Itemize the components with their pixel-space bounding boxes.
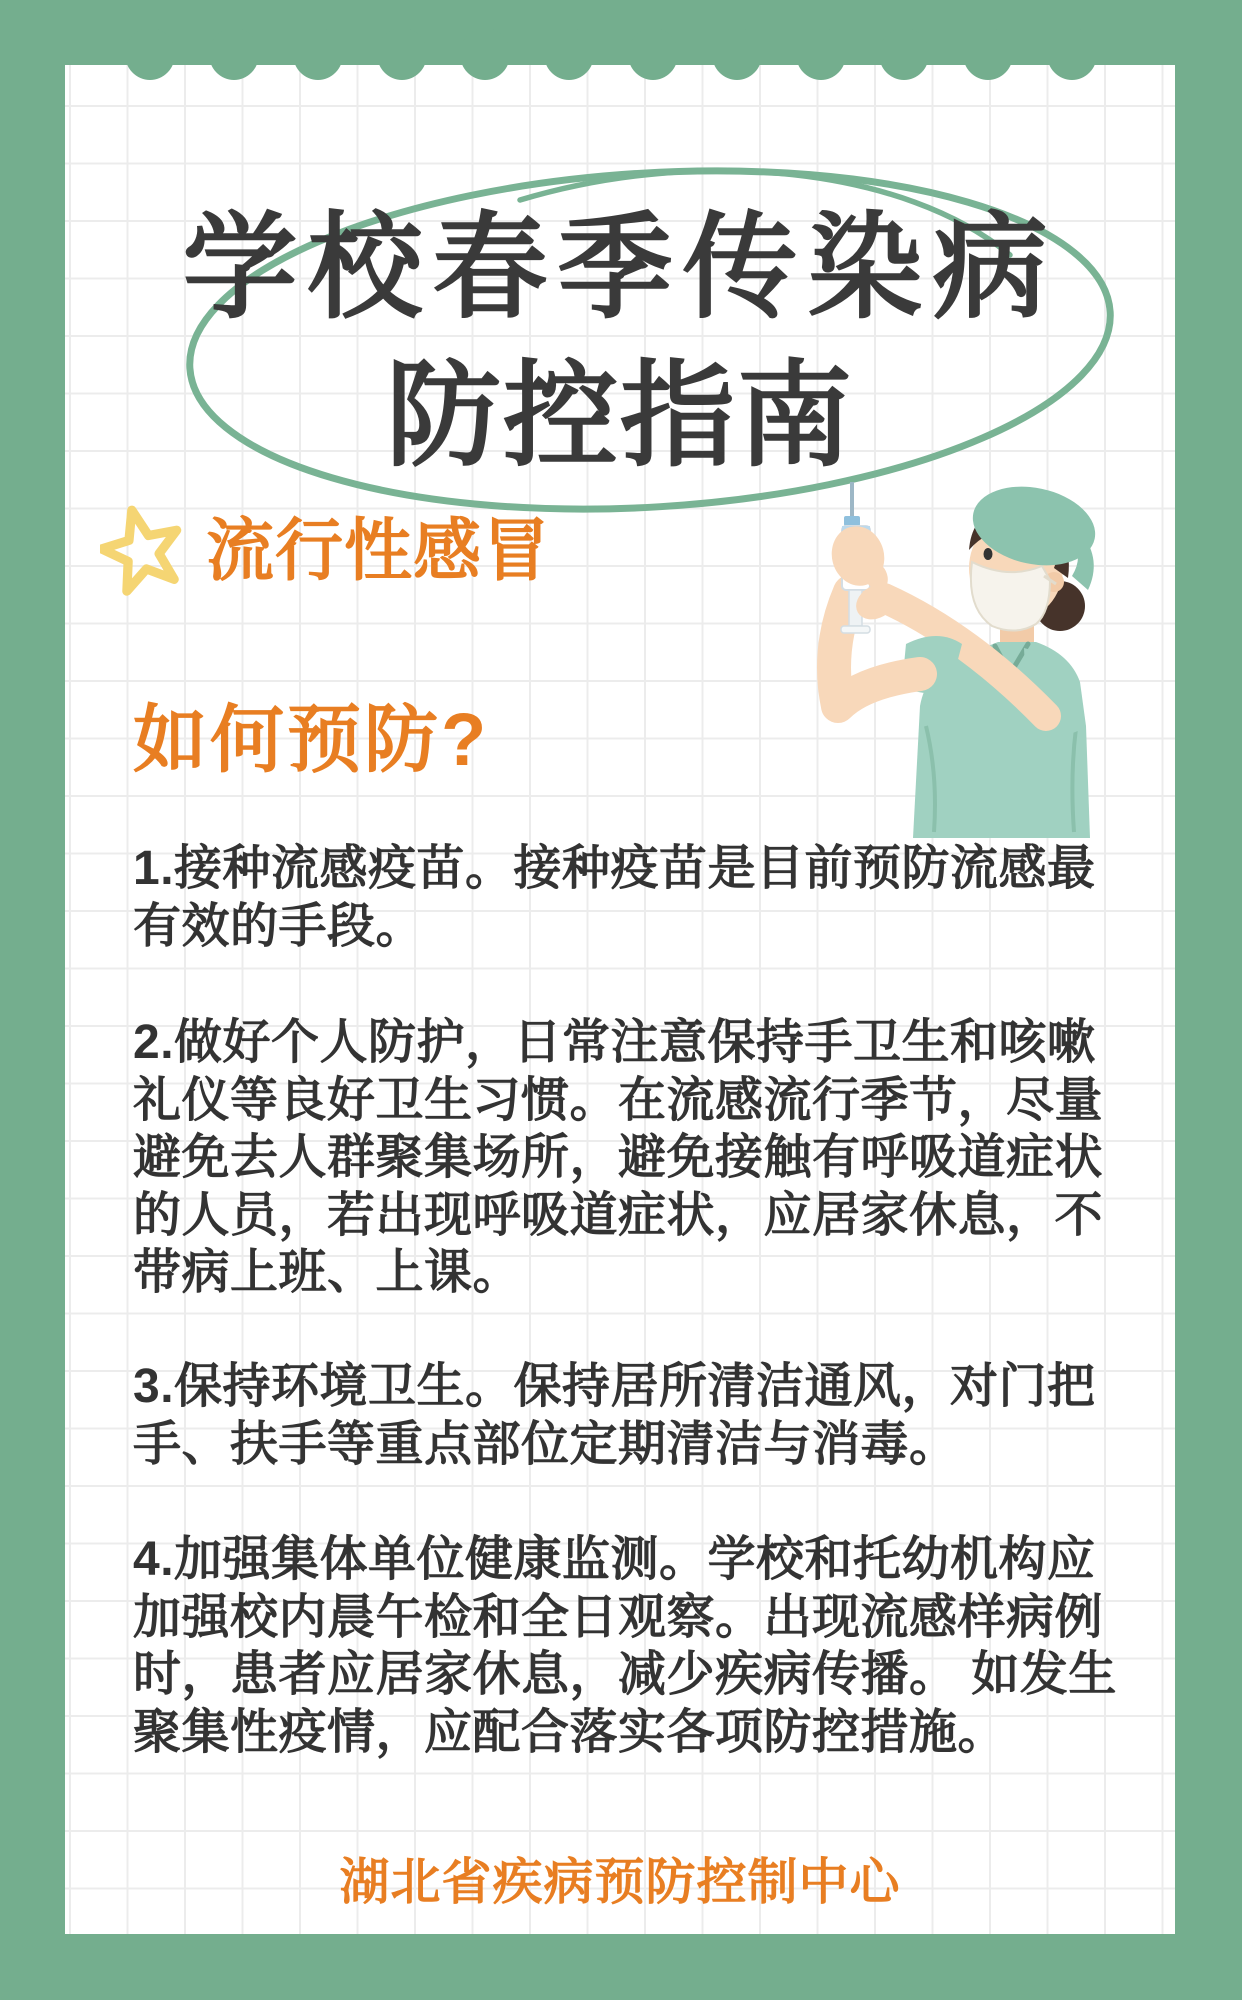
paragraph-line: 4.加强集体单位健康监测。学校和托幼机构应 bbox=[133, 1533, 1096, 1586]
paragraph-line: 的人员，若出现呼吸道症状，应居家休息，不 bbox=[133, 1188, 1104, 1242]
binder-drop bbox=[377, 0, 427, 82]
paragraph-vaccination bbox=[133, 840, 1143, 955]
paragraph-personal-protection bbox=[133, 1014, 1143, 1302]
paragraph-line: 避免去人群聚集场所，避免接触有呼吸道症状 bbox=[133, 1131, 1104, 1184]
nurse-illustration bbox=[788, 476, 1124, 848]
paragraph-environment-hygiene bbox=[133, 1358, 1143, 1473]
binder-drop bbox=[125, 0, 175, 82]
paragraph-line: 手、扶手等重点部位定期清洁与消毒。 bbox=[133, 1417, 958, 1471]
binder-drop bbox=[293, 0, 343, 82]
paragraph-line: 有效的手段。 bbox=[133, 899, 425, 953]
binder-drop bbox=[209, 0, 259, 82]
paragraph-health-monitoring bbox=[133, 1531, 1143, 1761]
issuer-footer: 湖北省疾病预防控制中心 bbox=[339, 1854, 901, 1910]
poster-title-line2: 防控指南 bbox=[385, 352, 854, 480]
binder-drop bbox=[963, 0, 1013, 82]
paragraph-line: 加强校内晨午检和全日观察。出现流感样病例 bbox=[133, 1590, 1104, 1644]
topic-badge-label: 流行性感冒 bbox=[206, 513, 552, 589]
binder-drop bbox=[544, 0, 594, 82]
paragraph-line: 2.做好个人防护，日常注意保持手卫生和咳嗽 bbox=[133, 1016, 1096, 1069]
binder-drop bbox=[796, 0, 846, 82]
star-icon bbox=[100, 502, 184, 600]
binder-drop bbox=[628, 0, 678, 82]
paragraph-line: 1.接种流感疫苗。接种疫苗是目前预防流感最 bbox=[133, 842, 1096, 895]
paragraph-line: 时，患者应居家休息，减少疾病传播。 如发生 bbox=[133, 1648, 1117, 1701]
binder-drop bbox=[879, 0, 929, 82]
paragraph-line: 聚集性疫情，应配合落实各项防控措施。 bbox=[133, 1705, 1007, 1759]
binder-drop bbox=[1047, 0, 1097, 82]
binder-drop bbox=[712, 0, 762, 82]
binder-drop bbox=[460, 0, 510, 82]
paragraph-line: 3.保持环境卫生。保持居所清洁通风，对门把 bbox=[133, 1360, 1096, 1413]
paragraph-line: 带病上班、上课。 bbox=[133, 1246, 522, 1299]
poster-title-line1: 学校春季传染病 bbox=[182, 204, 1058, 332]
paragraph-line: 礼仪等良好卫生习惯。在流感流行季节，尽量 bbox=[133, 1073, 1104, 1127]
question-heading: 如何预防? bbox=[133, 698, 490, 781]
